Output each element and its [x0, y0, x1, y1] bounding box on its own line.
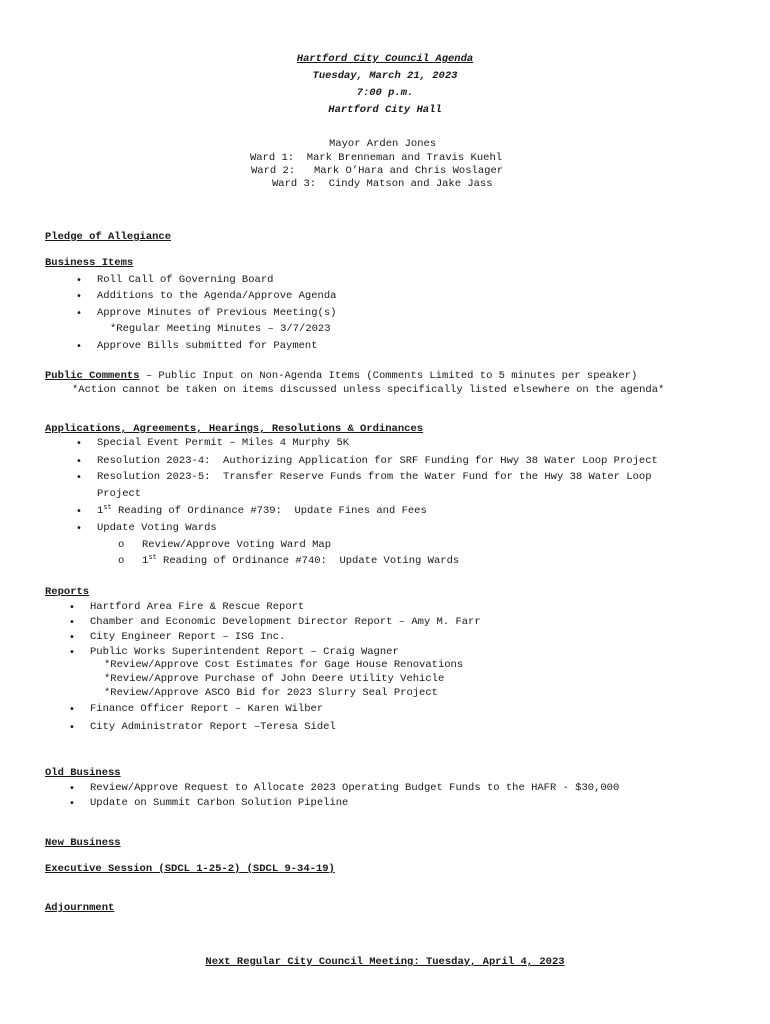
meeting-location: Hartford City Hall [328, 104, 442, 116]
adjournment-heading: Adjournment [45, 902, 115, 914]
page-title: Hartford City Council Agenda [296, 53, 474, 65]
ordinal-number: 1 [97, 505, 104, 517]
meeting-time: 7:00 p.m. [356, 87, 414, 99]
old-business-heading: Old Business [45, 767, 121, 779]
list-item: • Update on Summit Carbon Solution Pipeline [90, 797, 348, 810]
meeting-date: Tuesday, March 21, 2023 [312, 70, 458, 82]
reports-heading: Reports [45, 586, 90, 598]
list-item: • Update Voting Wards [97, 522, 217, 535]
list-item: • Chamber and Economic Development Director Report – Amy M. Farr [90, 616, 481, 629]
mayor-line: Mayor Arden Jones [329, 138, 437, 150]
public-comments-line [45, 370, 637, 383]
new-business-heading: New Business [45, 837, 121, 849]
list-item: • Review/Approve Request to Allocate 2023 Operating Budget Funds to the HAFR - $30,000 [90, 782, 619, 795]
list-item: • City Administrator Report –Teresa Sidel [90, 721, 336, 734]
sub-item: *Review/Approve ASCO Bid for 2023 Slurry Seal Project [104, 687, 438, 699]
list-item: • Additions to the Agenda/Approve Agenda [97, 290, 336, 303]
list-item: • Resolution 2023-5: Transfer Reserve Funds from the Water Fund for the Hwy 38 Water Loop [97, 471, 652, 484]
ward-1-line: Ward 1: Mark Brenneman and Travis Kuehl [250, 152, 503, 164]
next-meeting-line: Next Regular City Council Meeting: Tuesday, April 4, 2023 [205, 956, 565, 968]
list-item: • Public Works Superintendent Report – Craig Wagner [90, 646, 399, 659]
list-item: • Special Event Permit – Miles 4 Murphy 5K [97, 437, 349, 450]
list-item-text: Reading of Ordinance #739: Update Fines and Fees [111, 505, 427, 517]
ward-2-line: Ward 2: Mark O’Hara and Chris Woslager [251, 165, 504, 177]
list-item-text: Reading of Ordinance #740: Update Voting Wards [156, 555, 460, 567]
sub-item: o Review/Approve Voting Ward Map [142, 539, 331, 552]
sub-item [142, 555, 459, 568]
list-item: • Approve Minutes of Previous Meeting(s) [97, 307, 336, 320]
sub-item: *Regular Meeting Minutes – 3/7/2023 [110, 323, 331, 335]
list-item-continuation: Project [97, 488, 142, 500]
sub-item: *Review/Approve Purchase of John Deere Utility Vehicle [104, 673, 445, 685]
list-item: • Hartford Area Fire & Rescue Report [90, 601, 304, 614]
list-item: • Resolution 2023-4: Authorizing Application for SRF Funding for Hwy 38 Water Loop Project [97, 455, 658, 468]
list-item: • Roll Call of Governing Board [97, 274, 273, 287]
ordinal-number: 1 [142, 555, 149, 567]
list-item: • Approve Bills submitted for Payment [97, 340, 318, 353]
business-items-heading: Business Items [45, 257, 134, 269]
sub-item: *Review/Approve Cost Estimates for Gage House Renovations [104, 659, 464, 671]
executive-session-heading: Executive Session (SDCL 1-25-2) (SDCL 9-34-19) [45, 863, 335, 875]
ward-3-line: Ward 3: Cindy Matson and Jake Jass [272, 178, 493, 190]
applications-heading: Applications, Agreements, Hearings, Resolutions & Ordinances [45, 423, 424, 435]
public-comments-note: *Action cannot be taken on items discussed unless specifically listed elsewhere on the agenda* [72, 384, 665, 396]
list-item [97, 505, 427, 518]
public-comments-heading: Public Comments [45, 370, 140, 382]
list-item: • Finance Officer Report – Karen Wilber [90, 703, 323, 716]
list-item: • City Engineer Report – ISG Inc. [90, 631, 285, 644]
public-comments-text: – Public Input on Non-Agenda Items (Comments Limited to 5 minutes per speaker) [139, 370, 638, 382]
pledge-heading: Pledge of Allegiance [45, 231, 172, 243]
ordinal-suffix: st [148, 554, 157, 562]
ordinal-suffix: st [103, 504, 112, 512]
